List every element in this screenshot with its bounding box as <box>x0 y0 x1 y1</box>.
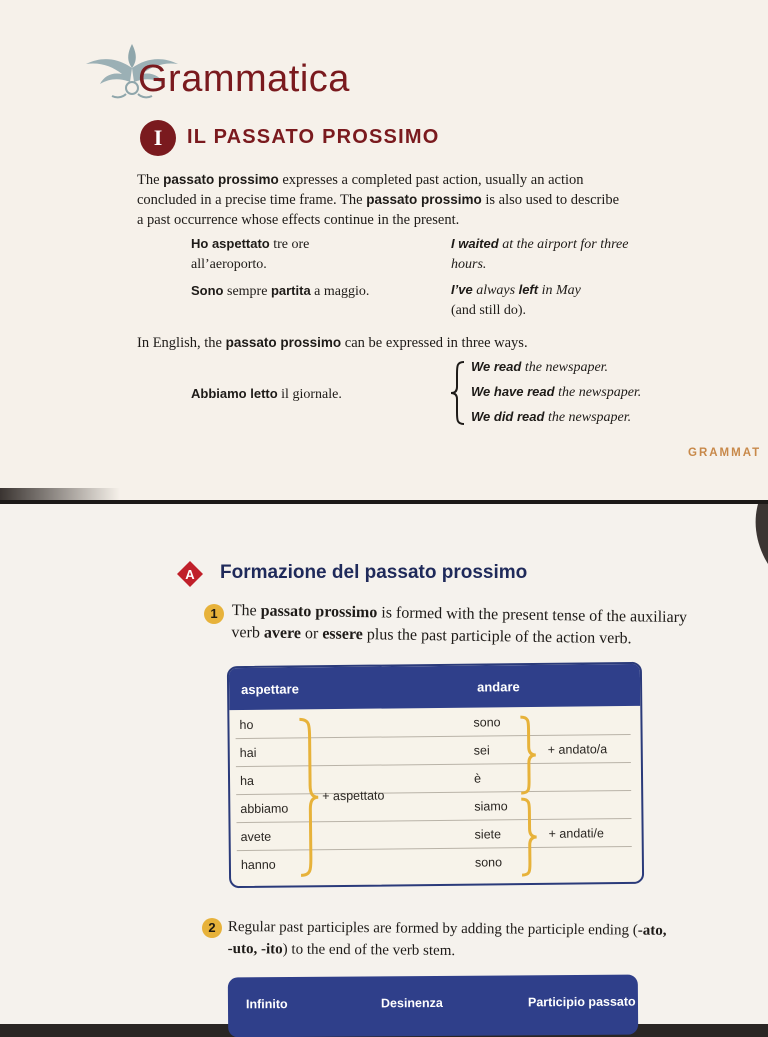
running-head: GRAMMAT <box>688 447 762 459</box>
three-ways-english-3: We did read the newspaper. <box>471 409 632 425</box>
table-cell-left: hai <box>239 745 257 761</box>
table-header <box>229 664 640 710</box>
english-ways-line: In English, the passato prossimo can be expressed in three ways. <box>137 335 528 351</box>
intro-line-2: concluded in a precise time frame. The passato prossimo is also used to describe <box>137 192 620 208</box>
example-2-italian: Sono sempre partita a maggio. <box>191 283 370 299</box>
diamond-badge-icon <box>176 560 204 588</box>
column-header-infinito: Infinito <box>245 997 288 1012</box>
table-cell-left: hanno <box>240 857 276 873</box>
example-1-english: I waited at the airport for three hours. <box>451 236 629 272</box>
textbook-page-bottom <box>0 504 768 1024</box>
point-2-text: Regular past participles are formed by adding the participle ending (-ato, -uto, -ito) to the end of the verb stem. <box>227 918 667 959</box>
example-1-italian: Ho aspettato tre ore all’aeroporto. <box>191 236 310 272</box>
section-numeral-badge: I <box>140 120 176 156</box>
table-cell-right: sono <box>473 715 501 730</box>
point-1-badge: 1 <box>204 604 224 624</box>
left-suffix-aspettato: + aspettato <box>322 788 385 804</box>
section-letter: A <box>185 567 195 582</box>
page-title: Grammatica <box>138 58 350 100</box>
intro-line-3: a past occurrence whose effects continue in the present. <box>137 212 460 228</box>
yellow-brace-icon <box>295 717 321 877</box>
table-cell-right: siete <box>474 827 502 842</box>
three-ways-italian: Abbiamo letto il giornale. <box>191 386 342 402</box>
column-header-participio: Participio passato <box>527 994 636 1010</box>
curly-brace-icon <box>448 360 468 426</box>
page-corner-curl-icon <box>740 504 768 564</box>
textbook-page-top <box>0 0 768 500</box>
table-cell-right: sei <box>473 743 490 758</box>
point-1-text: The passato prossimo is formed with the present tense of the auxiliary verb avere or essere plus the past participle of the action verb. <box>231 601 688 648</box>
table-cell-right: siamo <box>474 799 508 814</box>
intro-line-1: The passato prossimo expresses a completed past action, usually an action <box>137 172 584 188</box>
table-cell-right: sono <box>474 855 503 870</box>
right-suffix-plural: + andati/e <box>548 826 604 841</box>
table-cell-left: ho <box>239 717 254 733</box>
table-cell-left: abbiamo <box>240 801 289 817</box>
section-title: IL PASSATO PROSSIMO <box>187 126 440 148</box>
right-suffix-singular: + andato/a <box>547 742 608 757</box>
table-cell-left: avete <box>240 829 272 845</box>
page-edge-shadow <box>0 488 120 500</box>
yellow-brace-icon <box>517 715 538 795</box>
point-2-badge: 2 <box>202 918 222 938</box>
yellow-brace-icon <box>518 797 539 877</box>
three-ways-english-2: We have read the newspaper. <box>471 384 642 400</box>
column-header-aspettare: aspettare <box>241 681 299 698</box>
column-header-desinenza: Desinenza <box>380 995 443 1011</box>
table-cell-left: ha <box>239 773 255 789</box>
example-2-english: I’ve always left in May (and still do). <box>451 282 581 318</box>
subsection-title: Formazione del passato prossimo <box>220 562 528 583</box>
three-ways-english-1: We read the newspaper. <box>471 359 609 375</box>
column-header-andare: andare <box>477 679 520 695</box>
intro-paragraph <box>137 170 677 230</box>
conjugation-table <box>227 662 644 888</box>
table-cell-right: è <box>473 771 482 786</box>
participle-table-header <box>228 975 638 1037</box>
